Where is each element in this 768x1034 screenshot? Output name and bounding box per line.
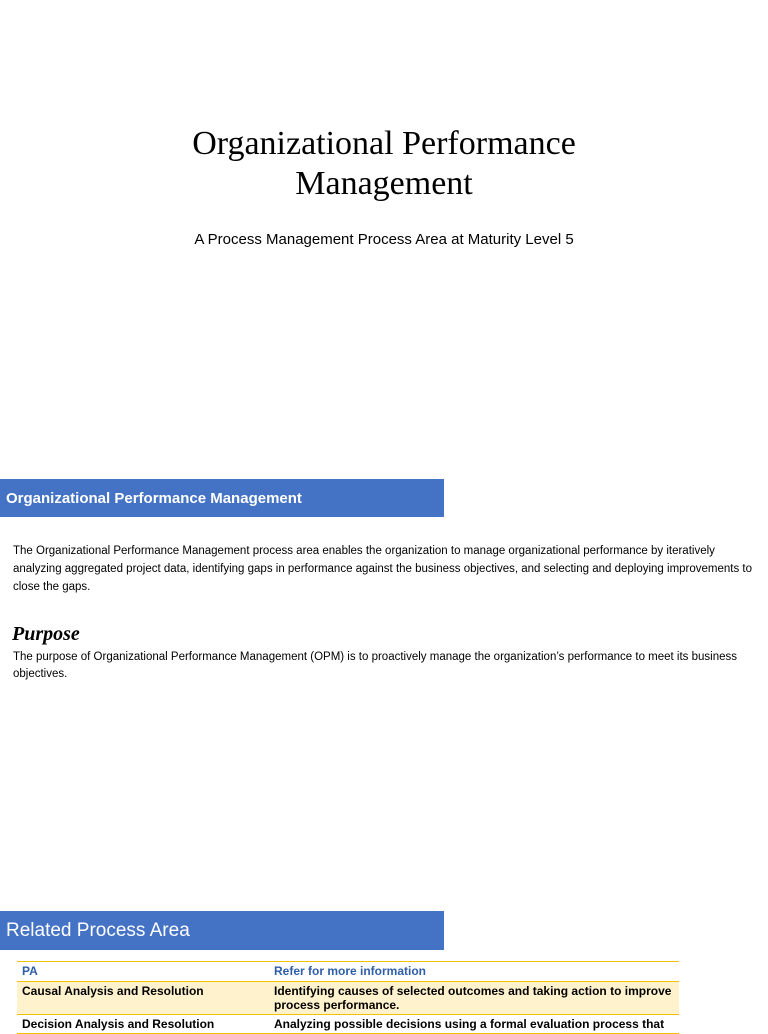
table-cell-reference: Analyzing possible decisions using a formal evaluation process that: [274, 1017, 665, 1031]
table-cell-pa: Decision Analysis and Resolution: [22, 1017, 215, 1031]
column-header-pa: PA: [22, 964, 38, 978]
purpose-heading: Purpose: [12, 623, 80, 645]
table-header-row: [17, 962, 679, 982]
column-header-reference: Refer for more information: [274, 964, 427, 978]
table-row: [17, 1015, 679, 1034]
opm-description: The Organizational Performance Management process area enables the organization to manage organizational performance by iteratively analyzing aggregated project data, identifying gaps in performance against the business objectives, and selecting and deploying improvements to close the gaps.: [13, 545, 753, 593]
opm-section-banner: Organizational Performance Management: [0, 479, 444, 517]
related-process-area-table: [17, 961, 679, 1034]
table-row: [17, 982, 679, 1015]
table-cell-reference: Identifying causes of selected outcomes and taking action to improve process performance.: [274, 984, 672, 1012]
title-line-1: Organizational Performance: [192, 125, 576, 162]
purpose-text: The purpose of Organizational Performance Management (OPM) is to proactively manage the organization’s performance to meet its business objectives.: [13, 651, 738, 680]
title-line-2: Management: [295, 165, 473, 202]
table-cell-pa: Causal Analysis and Resolution: [22, 984, 204, 998]
page-subtitle: A Process Management Process Area at Maturity Level 5: [194, 231, 574, 248]
page-title: [0, 124, 768, 204]
related-section-banner: Related Process Area: [0, 911, 444, 950]
